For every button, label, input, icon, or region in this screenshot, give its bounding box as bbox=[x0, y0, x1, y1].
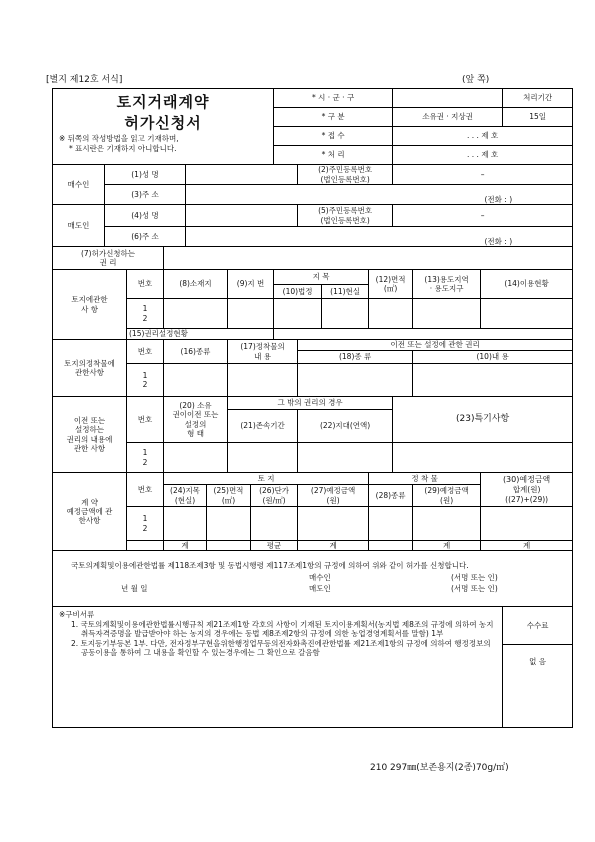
transfer-rights-row-numbers: 1 2 bbox=[127, 443, 164, 473]
transfer-rights-special-field[interactable] bbox=[393, 443, 573, 473]
transfer-rights-other-header: 그 밖의 권리의 경우 bbox=[228, 397, 393, 410]
seller-id-label: (5)주민등록번호 (법인등록번호) bbox=[298, 205, 393, 227]
buyer-address-label: (3)주 소 bbox=[105, 185, 186, 205]
transfer-rights-rent-header: (22)지대(연액) bbox=[298, 410, 393, 443]
contract-fixture-kind-field[interactable] bbox=[369, 507, 413, 541]
contract-fixture-estimate-field[interactable] bbox=[413, 507, 481, 541]
land-jimok-actual-header: (11)현실 bbox=[322, 285, 369, 299]
land-usage-header: (14)이용현황 bbox=[481, 270, 573, 299]
land-zone-field[interactable] bbox=[413, 299, 481, 329]
contract-area-field[interactable] bbox=[207, 507, 251, 541]
fixture-transfer-header: 이전 또는 설정에 관한 권리 bbox=[298, 340, 573, 351]
land-jimok-actual-field[interactable] bbox=[322, 299, 369, 329]
buyer-phone-label: (전화 : ) bbox=[484, 194, 513, 204]
contract-area-header: (25)면적 (㎡) bbox=[207, 485, 251, 507]
seller-phone-label: (전화 : ) bbox=[484, 236, 513, 246]
land-rights-status-label: (15)권리설정현황 bbox=[127, 329, 274, 340]
seller-name-field[interactable] bbox=[186, 205, 298, 227]
field-cheori[interactable]: . . . 제 호 bbox=[393, 146, 573, 165]
required-documents-title: ※구비서류 bbox=[59, 610, 95, 620]
transfer-rights-duration-field[interactable] bbox=[228, 443, 298, 473]
label-sigungu: * 시 · 군 · 구 bbox=[274, 89, 393, 108]
land-lot-field[interactable] bbox=[228, 299, 274, 329]
contract-estimate-header: (27)예정금액 (원) bbox=[298, 485, 369, 507]
fixture-transfer-kind-header: (18)종 류 bbox=[298, 351, 413, 364]
contract-num-sum-cell bbox=[127, 541, 164, 551]
transfer-rights-special-header: (23)특기사항 bbox=[393, 397, 573, 443]
form-title-line1: 토지거래계약 bbox=[116, 93, 210, 111]
declaration-buyer-sign[interactable]: (서명 또는 인) bbox=[451, 572, 498, 582]
form-title-block bbox=[53, 89, 274, 165]
contract-sum-area[interactable] bbox=[207, 541, 251, 551]
declaration-block bbox=[53, 551, 573, 607]
contract-fixture-header: 정 착 물 bbox=[369, 473, 481, 485]
land-jimok-official-field[interactable] bbox=[274, 299, 322, 329]
contract-total-header: (30)예정금액 합계(원) ((27)+(29)) bbox=[481, 473, 573, 507]
required-document-2: 2. 토지등기부등본 1부. 다만, 전자정부구현을위한행정업무등의전자화촉진에관한법률 제21조제1항의 규정에 의하여 행정정보의 공동이용을 통하여 그 내용을 확인할 수 있는경우에는 그 확인으로 갈음함 bbox=[71, 638, 491, 657]
fixture-section-label: 토지의정착물에 관한사항 bbox=[53, 340, 127, 397]
required-documents-block bbox=[53, 607, 503, 728]
contract-fixture-estimate-header: (29)예정금액 (원) bbox=[413, 485, 481, 507]
contract-sum-fixture-estimate: 계 bbox=[413, 541, 481, 551]
declaration-seller-label: 매도인 bbox=[309, 583, 331, 593]
contract-sum-total: 계 bbox=[481, 541, 573, 551]
buyer-name-field[interactable] bbox=[186, 165, 298, 185]
field-jeopsu[interactable]: . . . 제 호 bbox=[393, 127, 573, 146]
transfer-rights-section-label: 이전 또는 설정하는 권리의 내용에 관한 사항 bbox=[53, 397, 127, 473]
value-process-days: 15일 bbox=[503, 108, 573, 127]
contract-section-label: 계 약 예정금액에 관 한사항 bbox=[53, 473, 127, 551]
right-field[interactable] bbox=[164, 247, 573, 270]
contract-estimate-field[interactable] bbox=[298, 507, 369, 541]
contract-total-field[interactable] bbox=[481, 507, 573, 541]
contract-jimok-field[interactable] bbox=[164, 507, 207, 541]
form-number: [별지 제12호 서식] bbox=[46, 75, 123, 85]
fixture-content-field[interactable] bbox=[228, 364, 298, 397]
buyer-name-label: (1)성 명 bbox=[105, 165, 186, 185]
seller-address-field[interactable] bbox=[186, 227, 573, 247]
fee-label: 수수료 bbox=[503, 607, 573, 645]
land-section-label: 토지에관한 사 항 bbox=[53, 270, 127, 340]
contract-sum-estimate: 계 bbox=[298, 541, 369, 551]
land-location-header: (8)소재지 bbox=[164, 270, 228, 299]
label-jeopsu: * 접 수 bbox=[274, 127, 393, 146]
note-office-only: * 표시란은 기재하지 아니합니다. bbox=[69, 143, 177, 153]
field-gubun: 소유권 · 지상권 bbox=[393, 108, 503, 127]
contract-unit-price-header: (26)단가 (원/㎡) bbox=[251, 485, 298, 507]
fixture-row-numbers: 1 2 bbox=[127, 364, 164, 397]
seller-name-label: (4)성 명 bbox=[105, 205, 186, 227]
seller-id-field[interactable]: – bbox=[393, 205, 573, 227]
contract-num-header: 번호 bbox=[127, 473, 164, 507]
fee-value: 없 음 bbox=[503, 645, 573, 728]
label-process-period: 처리기간 bbox=[503, 89, 573, 108]
contract-jimok-header: (24)지목 (현실) bbox=[164, 485, 207, 507]
contract-avg-unit-price: 평균 bbox=[251, 541, 298, 551]
buyer-address-field[interactable] bbox=[186, 185, 573, 205]
land-jimok-official-header: (10)법정 bbox=[274, 285, 322, 299]
field-sigungu[interactable] bbox=[393, 89, 503, 108]
contract-land-header: 토 지 bbox=[164, 473, 369, 485]
land-rights-status-field[interactable] bbox=[274, 329, 573, 340]
transfer-rights-duration-header: (21)존속기간 bbox=[228, 410, 298, 443]
required-document-1: 1. 국토의계획및이용에관한법률시행규칙 제21조제1항 각호의 사항이 기재된 토지이용계획서(농지법 제8조의 규정에 의하여 농지취득자격증명을 발급받아야 하는 농지의 경우에는 동법 제8조제2항의 규정에 의한 농업경영계획서를 말함) 1부 bbox=[71, 619, 494, 639]
land-area-header: (12)면적 (㎡) bbox=[369, 270, 413, 299]
fixture-content-header: (17)정착물의 내 용 bbox=[228, 340, 298, 364]
buyer-section-label: 매수인 bbox=[53, 165, 105, 205]
land-lot-header: (9)지 번 bbox=[228, 270, 274, 299]
transfer-rights-rent-field[interactable] bbox=[298, 443, 393, 473]
note-instructions: ※ 뒤쪽의 작성방법을 읽고 기재하며, bbox=[59, 134, 179, 143]
declaration-text: 국토의계획및이용에관한법률 제118조제3항 및 동법시행령 제117조제1항의 규정에 의하여 위와 같이 허가를 신청합니다. bbox=[71, 561, 469, 571]
contract-sum-fixture-kind[interactable] bbox=[369, 541, 413, 551]
land-row-numbers: 1 2 bbox=[127, 299, 164, 329]
declaration-date[interactable]: 년 월 일 bbox=[121, 583, 148, 593]
buyer-id-label: (2)주민등록번호 (법인등록번호) bbox=[298, 165, 393, 185]
label-gubun: * 구 분 bbox=[274, 108, 393, 127]
fixture-kind-field[interactable] bbox=[164, 364, 228, 397]
land-area-field[interactable] bbox=[369, 299, 413, 329]
page-side: (앞 쪽) bbox=[462, 75, 490, 85]
contract-sum-jimok: 계 bbox=[164, 541, 207, 551]
contract-row-numbers: 1 2 bbox=[127, 507, 164, 541]
land-jimok-header: 지 목 bbox=[274, 270, 369, 285]
right-label: (7)허가신청하는 권 리 bbox=[53, 247, 164, 270]
land-usage-field[interactable] bbox=[481, 299, 573, 329]
contract-unit-price-field[interactable] bbox=[251, 507, 298, 541]
declaration-buyer-label: 매수인 bbox=[309, 572, 331, 582]
fixture-num-header: 번호 bbox=[127, 340, 164, 364]
seller-address-label: (6)주 소 bbox=[105, 227, 186, 247]
fixture-transfer-content-header: (10)내 용 bbox=[413, 351, 573, 364]
fixture-transfer-content-field[interactable] bbox=[413, 364, 573, 397]
form-title-line2: 허가신청서 bbox=[124, 114, 202, 132]
land-location-field[interactable] bbox=[164, 299, 228, 329]
declaration-seller-sign[interactable]: (서명 또는 인) bbox=[451, 583, 498, 593]
transfer-rights-owner-header: (20) 소유 권이이전 또는 설정의 형 태 bbox=[164, 397, 228, 443]
buyer-id-field[interactable]: – bbox=[393, 165, 573, 185]
application-form-table bbox=[52, 88, 573, 728]
land-zone-header: (13)용도지역 · 용도지구 bbox=[413, 270, 481, 299]
transfer-rights-num-header: 번호 bbox=[127, 397, 164, 443]
contract-fixture-kind-header: (28)종류 bbox=[369, 485, 413, 507]
label-cheori: * 처 리 bbox=[274, 146, 393, 165]
seller-section-label: 매도인 bbox=[53, 205, 105, 247]
paper-spec: 210 297㎜(보존용지(2종)70g/㎡) bbox=[370, 763, 509, 773]
fixture-transfer-kind-field[interactable] bbox=[298, 364, 413, 397]
fixture-kind-header: (16)종류 bbox=[164, 340, 228, 364]
land-num-header: 번호 bbox=[127, 270, 164, 299]
transfer-rights-owner-field[interactable] bbox=[164, 443, 228, 473]
